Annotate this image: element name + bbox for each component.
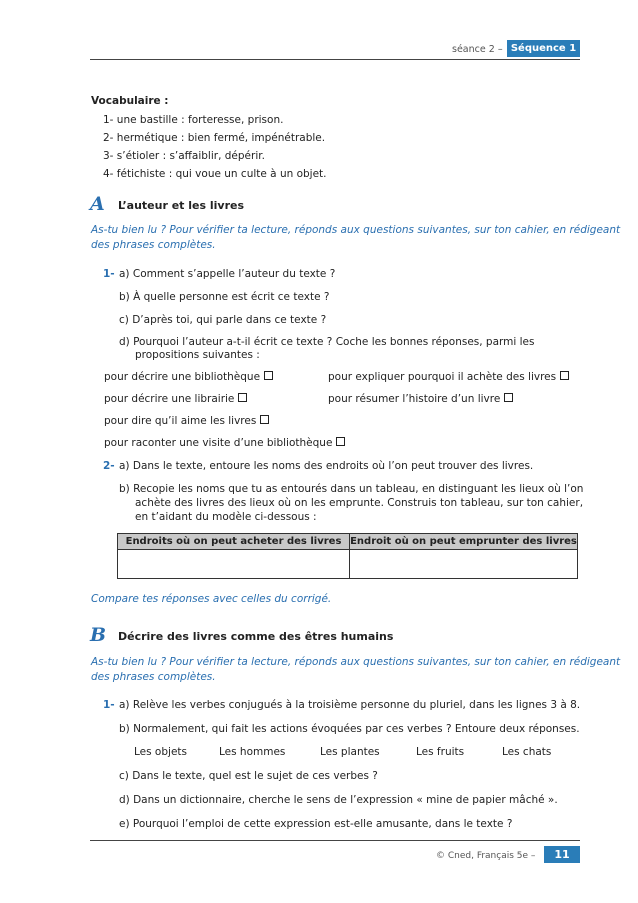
choice-item: pour résumer l’histoire d’un livre	[328, 392, 513, 406]
question-1c: c) D’après toi, qui parle dans ce texte ?	[119, 314, 327, 326]
choice-item: pour décrire une bibliothèque	[104, 370, 273, 384]
question-b1b: b) Normalement, qui fait les actions évoquées par ces verbes ? Entoure deux réponses.	[119, 723, 580, 735]
header-seance: séance 2 –	[452, 44, 503, 55]
question-b1a: a) Relève les verbes conjugués à la troisième personne du pluriel, dans les lignes 3 à 8.	[119, 699, 581, 711]
option-item[interactable]: Les plantes	[320, 746, 380, 758]
sequence-badge: Séquence 1	[507, 40, 580, 57]
question-number: 2-	[103, 460, 115, 472]
question-b1c: c) Dans le texte, quel est le sujet de ces verbes ?	[119, 770, 378, 782]
question-b1d: d) Dans un dictionnaire, cherche le sens de l’expression « mine de papier mâché ».	[119, 794, 558, 806]
option-item[interactable]: Les objets	[134, 746, 187, 758]
choice-item: pour raconter une visite d’une bibliothèque	[104, 436, 345, 450]
section-b-title: Décrire des livres comme des êtres humains	[118, 630, 394, 643]
page-number: 11	[544, 846, 580, 863]
checkbox[interactable]	[238, 393, 247, 402]
section-b-letter: B	[90, 624, 107, 646]
question-1d-cont: propositions suivantes :	[135, 349, 260, 361]
question-2b: b) Recopie les noms que tu as entourés dans un tableau, en distinguant les lieux où l’on	[119, 483, 584, 495]
question-1a: a) Comment s’appelle l’auteur du texte ?	[119, 268, 336, 280]
section-b-intro: As-tu bien lu ? Pour vérifier ta lecture, réponds aux questions suivantes, sur ton cahier, en rédigeant des phrases complètes.	[91, 656, 621, 683]
question-number: 1-	[103, 699, 115, 711]
table-header: Endroit où on peut emprunter des livres	[350, 534, 578, 550]
checkbox[interactable]	[264, 371, 273, 380]
table-header: Endroits où on peut acheter des livres	[118, 534, 350, 550]
choice-item: pour décrire une librairie	[104, 392, 247, 406]
question-2a: a) Dans le texte, entoure les noms des endroits où l’on peut trouver des livres.	[119, 460, 534, 472]
checkbox[interactable]	[504, 393, 513, 402]
vocab-item: 4- fétichiste : qui voue un culte à un objet.	[103, 168, 327, 180]
footer-copyright: © Cned, Français 5e –	[436, 851, 536, 861]
table-cell	[118, 550, 350, 579]
question-1b: b) À quelle personne est écrit ce texte ?	[119, 291, 330, 303]
question-2b-cont: en t’aidant du modèle ci-dessous :	[135, 511, 317, 523]
vocab-item: 1- une bastille : forteresse, prison.	[103, 114, 284, 126]
choice-item: pour dire qu’il aime les livres	[104, 414, 269, 428]
vocab-item: 3- s’étioler : s’affaiblir, dépérir.	[103, 150, 265, 162]
section-a-letter: A	[90, 193, 105, 215]
option-item[interactable]: Les fruits	[416, 746, 465, 758]
checkbox[interactable]	[336, 437, 345, 446]
section-a-intro: As-tu bien lu ? Pour vérifier ta lecture, réponds aux questions suivantes, sur ton cahier, en rédigeant des phrases complètes.	[91, 224, 621, 251]
question-number: 1-	[103, 268, 115, 280]
table-cell	[350, 550, 578, 579]
question-2b-cont: achète des livres des lieux où on les emprunte. Construis ton tableau, sur ton cahier,	[135, 497, 584, 509]
question-1d: d) Pourquoi l’auteur a-t-il écrit ce texte ? Coche les bonnes réponses, parmi les	[119, 336, 535, 348]
checkbox[interactable]	[260, 415, 269, 424]
footer-rule	[90, 840, 580, 841]
header-rule	[90, 59, 580, 60]
model-table	[117, 533, 578, 579]
vocab-item: 2- hermétique : bien fermé, impénétrable.	[103, 132, 326, 144]
checkbox[interactable]	[560, 371, 569, 380]
compare-note: Compare tes réponses avec celles du corrigé.	[91, 593, 332, 605]
vocab-title: Vocabulaire :	[91, 95, 169, 107]
option-item[interactable]: Les chats	[502, 746, 552, 758]
question-b1e: e) Pourquoi l’emploi de cette expression est-elle amusante, dans le texte ?	[119, 818, 513, 830]
option-item[interactable]: Les hommes	[219, 746, 286, 758]
section-a-title: L’auteur et les livres	[118, 199, 245, 212]
choice-item: pour expliquer pourquoi il achète des livres	[328, 370, 569, 384]
